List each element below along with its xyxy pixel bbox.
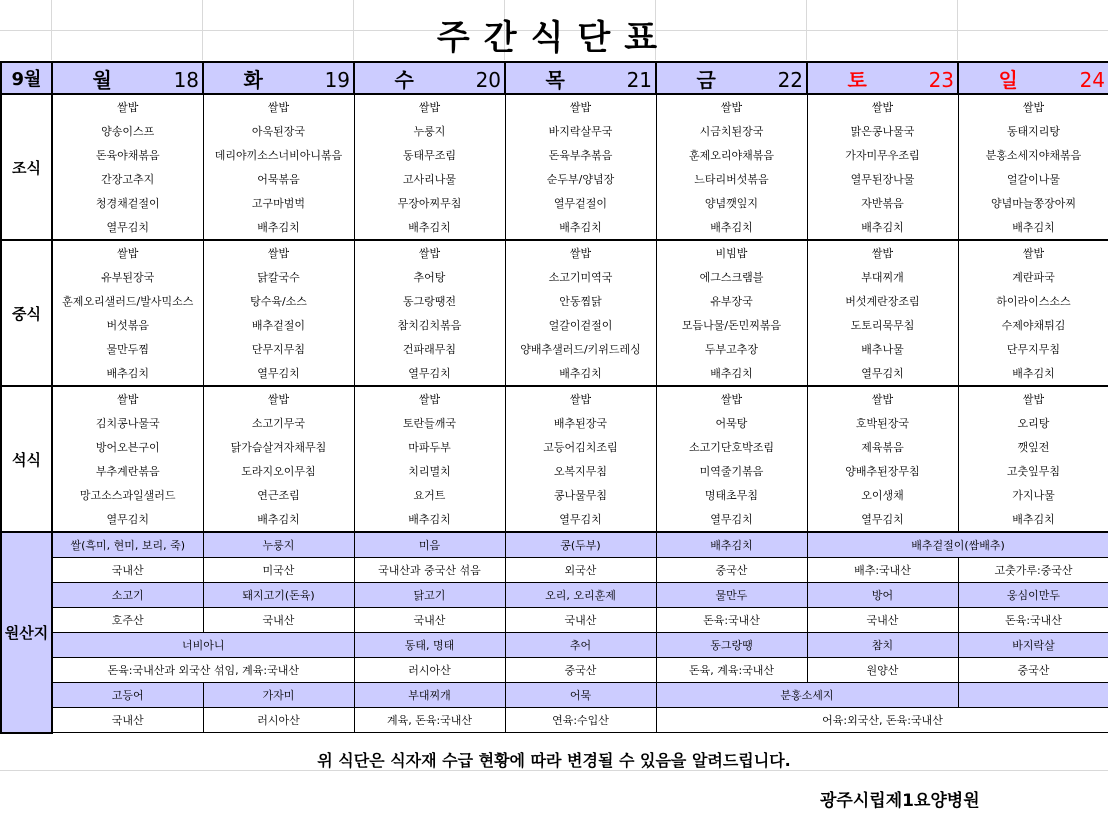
day-name: 토 (847, 67, 867, 92)
menu-item: 열무김치 (656, 507, 807, 532)
meal-row (1, 215, 1108, 240)
menu-item: 열무김치 (505, 507, 656, 532)
meal-label: 석식 (1, 386, 52, 532)
menu-item: 호박된장국 (807, 411, 958, 435)
origin-item: 오리, 오리훈제 (505, 583, 656, 608)
origin-item: 바지락살 (958, 633, 1108, 658)
menu-item: 열무된장나물 (807, 167, 958, 191)
meal-row (1, 435, 1108, 459)
menu-item: 열무김치 (203, 361, 354, 386)
menu-item: 쌀밥 (52, 240, 203, 265)
menu-item: 쌀밥 (52, 386, 203, 411)
menu-item: 쌀밥 (958, 240, 1108, 265)
menu-item: 쌀밥 (505, 94, 656, 119)
page-title: 주간식단표 (436, 18, 672, 58)
menu-item: 쌀밥 (354, 386, 505, 411)
menu-item: 동태무조림 (354, 143, 505, 167)
menu-item: 배추김치 (958, 215, 1108, 240)
menu-item: 쌀밥 (656, 94, 807, 119)
meal-row (1, 143, 1108, 167)
menu-item: 양송이스프 (52, 119, 203, 143)
menu-item: 고춧잎무침 (958, 459, 1108, 483)
menu-item: 배추김치 (52, 361, 203, 386)
menu-item: 열무김치 (354, 361, 505, 386)
menu-item: 방어오븐구이 (52, 435, 203, 459)
menu-item: 돈육부추볶음 (505, 143, 656, 167)
menu-item: 쌀밥 (807, 386, 958, 411)
origin-row (1, 633, 1108, 658)
menu-item: 에그스크램블 (656, 265, 807, 289)
day-name: 목 (545, 67, 565, 92)
menu-item: 맑은콩나물국 (807, 119, 958, 143)
meal-row (1, 94, 1108, 119)
menu-item: 오리탕 (958, 411, 1108, 435)
origin-source: 중국산 (958, 658, 1108, 683)
day-name: 금 (696, 67, 716, 92)
origin-item: 방어 (807, 583, 958, 608)
menu-item: 참치김치볶음 (354, 313, 505, 337)
menu-item: 얼갈이나물 (958, 167, 1108, 191)
menu-item: 배추된장국 (505, 411, 656, 435)
menu-item: 배추김치 (958, 507, 1108, 532)
menu-item: 쌀밥 (354, 240, 505, 265)
day-name: 화 (243, 67, 263, 92)
menu-item: 양념깻잎지 (656, 191, 807, 215)
hospital-name: 광주시립제1요양병원 (820, 791, 980, 811)
meal-row (1, 167, 1108, 191)
origin-item: 배추김치 (656, 532, 807, 558)
menu-item: 배추김치 (354, 507, 505, 532)
origin-item: 소고기 (52, 583, 203, 608)
day-header (203, 62, 354, 94)
meal-row (1, 289, 1108, 313)
origin-source: 러시아산 (203, 708, 354, 733)
menu-item: 배추김치 (505, 215, 656, 240)
menu-item: 소고기무국 (203, 411, 354, 435)
day-name: 월 (92, 67, 112, 92)
menu-item: 단무지무침 (958, 337, 1108, 361)
menu-item: 유부장국 (656, 289, 807, 313)
day-number: 24 (1079, 67, 1106, 92)
menu-item: 얼갈이겉절이 (505, 313, 656, 337)
origin-source: 돈육:국내산 (656, 608, 807, 633)
menu-item: 쌀밥 (505, 240, 656, 265)
origin-row (1, 532, 1108, 558)
menu-item: 쌀밥 (354, 94, 505, 119)
day-number: 21 (626, 67, 653, 92)
menu-item: 간장고추지 (52, 167, 203, 191)
origin-source: 국내산 (52, 708, 203, 733)
origin-item: 미음 (354, 532, 505, 558)
menu-item: 부추계란볶음 (52, 459, 203, 483)
menu-item: 오복지무침 (505, 459, 656, 483)
menu-item: 망고소스과일샐러드 (52, 483, 203, 507)
day-header (656, 62, 807, 94)
menu-item: 배추겉절이 (203, 313, 354, 337)
origin-source: 러시아산 (354, 658, 505, 683)
menu-item: 양념마늘쫑장아찌 (958, 191, 1108, 215)
menu-item: 마파두부 (354, 435, 505, 459)
meal-label: 중식 (1, 240, 52, 386)
origin-source: 국내산 (52, 558, 203, 583)
menu-item: 배추김치 (505, 361, 656, 386)
menu-item: 아욱된장국 (203, 119, 354, 143)
menu-item: 열무김치 (52, 215, 203, 240)
day-header (52, 62, 203, 94)
origin-item: 가자미 (203, 683, 354, 708)
menu-item: 유부된장국 (52, 265, 203, 289)
origin-source: 돈육:국내산과 외국산 섞임, 계육:국내산 (52, 658, 354, 683)
origin-source: 중국산 (656, 558, 807, 583)
meal-row (1, 507, 1108, 532)
menu-item: 고사리나물 (354, 167, 505, 191)
menu-item: 깻잎전 (958, 435, 1108, 459)
origin-item: 닭고기 (354, 583, 505, 608)
origin-row (1, 608, 1108, 633)
menu-item: 쌀밥 (958, 386, 1108, 411)
meal-label: 조식 (1, 94, 52, 240)
origin-source: 국내산 (807, 608, 958, 633)
menu-item: 배추김치 (656, 361, 807, 386)
day-name: 수 (394, 67, 414, 92)
menu-item: 어묵볶음 (203, 167, 354, 191)
menu-item: 비빔밥 (656, 240, 807, 265)
menu-item: 동그랑땡전 (354, 289, 505, 313)
menu-item: 쌀밥 (203, 386, 354, 411)
menu-item: 건파래무침 (354, 337, 505, 361)
menu-item: 닭가슴살겨자채무침 (203, 435, 354, 459)
day-number: 22 (777, 67, 804, 92)
origin-row (1, 683, 1108, 708)
origin-item: 웅심이만두 (958, 583, 1108, 608)
origin-source: 국내산 (505, 608, 656, 633)
origin-source: 어육:외국산, 돈육:국내산 (656, 708, 1108, 733)
menu-item: 버섯계란장조림 (807, 289, 958, 313)
day-number: 23 (928, 67, 955, 92)
origin-source: 국내산 (354, 608, 505, 633)
menu-item: 청경채겉절이 (52, 191, 203, 215)
menu-item: 시금치된장국 (656, 119, 807, 143)
month-cell: 9월 (1, 62, 52, 94)
day-header (505, 62, 656, 94)
meal-row (1, 191, 1108, 215)
menu-item: 요거트 (354, 483, 505, 507)
menu-item: 느타리버섯볶음 (656, 167, 807, 191)
origin-source: 배추:국내산 (807, 558, 958, 583)
origin-source: 돈육, 계육:국내산 (656, 658, 807, 683)
meal-row (1, 337, 1108, 361)
menu-item: 동태지리탕 (958, 119, 1108, 143)
menu-item: 제육볶음 (807, 435, 958, 459)
menu-item: 안동찜닭 (505, 289, 656, 313)
menu-item: 부대찌개 (807, 265, 958, 289)
day-number: 20 (475, 67, 502, 92)
menu-item: 도토리묵무침 (807, 313, 958, 337)
menu-item: 도라지오이무침 (203, 459, 354, 483)
origin-row (1, 658, 1108, 683)
notice-text: 위 식단은 식자재 수급 현황에 따라 변경될 수 있음을 알려드립니다. (317, 751, 791, 770)
menu-item: 열무김치 (807, 507, 958, 532)
menu-item: 쌀밥 (807, 240, 958, 265)
menu-item: 두부고추장 (656, 337, 807, 361)
menu-item: 훈제오리야채볶음 (656, 143, 807, 167)
menu-item: 데리야끼소스너비아니볶음 (203, 143, 354, 167)
origin-item: 동태, 명태 (354, 633, 505, 658)
day-header (354, 62, 505, 94)
menu-item: 버섯볶음 (52, 313, 203, 337)
menu-item: 바지락살무국 (505, 119, 656, 143)
origin-source: 원양산 (807, 658, 958, 683)
day-number: 18 (173, 67, 200, 92)
menu-item: 수제야채튀김 (958, 313, 1108, 337)
meal-row (1, 411, 1108, 435)
origin-row (1, 583, 1108, 608)
menu-item: 분홍소세지야채볶음 (958, 143, 1108, 167)
origin-source: 미국산 (203, 558, 354, 583)
menu-item: 누룽지 (354, 119, 505, 143)
day-name: 일 (998, 67, 1018, 92)
meal-row (1, 483, 1108, 507)
origin-label: 원산지 (1, 532, 52, 733)
menu-item: 치리멸치 (354, 459, 505, 483)
meal-row (1, 361, 1108, 386)
menu-item: 훈제오리샐러드/발사믹소스 (52, 289, 203, 313)
menu-item: 고등어김치조림 (505, 435, 656, 459)
meal-row (1, 119, 1108, 143)
menu-item: 배추김치 (354, 215, 505, 240)
meal-row (1, 240, 1108, 265)
menu-item: 연근조림 (203, 483, 354, 507)
menu-item: 쌀밥 (807, 94, 958, 119)
menu-item: 고구마범벅 (203, 191, 354, 215)
menu-item: 배추김치 (958, 361, 1108, 386)
day-number: 19 (324, 67, 351, 92)
meal-row (1, 313, 1108, 337)
menu-item: 열무김치 (807, 361, 958, 386)
origin-source: 고춧가루:중국산 (958, 558, 1108, 583)
menu-item: 쌀밥 (958, 94, 1108, 119)
menu-item: 쌀밥 (52, 94, 203, 119)
menu-item: 미역줄기볶음 (656, 459, 807, 483)
meal-row (1, 459, 1108, 483)
menu-item: 추어탕 (354, 265, 505, 289)
meal-row (1, 386, 1108, 411)
menu-item: 양배추된장무침 (807, 459, 958, 483)
menu-item: 무장아찌무침 (354, 191, 505, 215)
menu-item: 열무겉절이 (505, 191, 656, 215)
menu-item: 열무김치 (52, 507, 203, 532)
header-row (1, 62, 1108, 94)
origin-item: 너비아니 (52, 633, 354, 658)
origin-item: 콩(두부) (505, 532, 656, 558)
menu-item: 배추김치 (656, 215, 807, 240)
menu-item: 토란들깨국 (354, 411, 505, 435)
origin-source: 계육, 돈육:국내산 (354, 708, 505, 733)
menu-item: 쌀밥 (203, 94, 354, 119)
menu-item: 탕수육/소스 (203, 289, 354, 313)
origin-row (1, 708, 1108, 733)
menu-item: 양배추샐러드/키위드레싱 (505, 337, 656, 361)
origin-item (958, 683, 1108, 708)
menu-item: 모듬나물/돈민찌볶음 (656, 313, 807, 337)
origin-source: 호주산 (52, 608, 203, 633)
menu-item: 자반볶음 (807, 191, 958, 215)
day-header (807, 62, 958, 94)
menu-item: 돈육야채볶음 (52, 143, 203, 167)
origin-item: 물만두 (656, 583, 807, 608)
menu-item: 단무지무침 (203, 337, 354, 361)
origin-item: 어묵 (505, 683, 656, 708)
origin-source: 중국산 (505, 658, 656, 683)
origin-item: 동그랑땡 (656, 633, 807, 658)
origin-item: 참치 (807, 633, 958, 658)
origin-source: 돈육:국내산 (958, 608, 1108, 633)
menu-table (0, 61, 1108, 734)
menu-item: 순두부/양념장 (505, 167, 656, 191)
menu-item: 쌀밥 (505, 386, 656, 411)
menu-item: 쌀밥 (203, 240, 354, 265)
origin-source: 국내산과 중국산 섞음 (354, 558, 505, 583)
menu-item: 쌀밥 (656, 386, 807, 411)
origin-item: 추어 (505, 633, 656, 658)
origin-item: 쌀(흑미, 현미, 보리, 죽) (52, 532, 203, 558)
menu-item: 배추김치 (203, 215, 354, 240)
menu-item: 계란파국 (958, 265, 1108, 289)
origin-item: 배추겉절이(쌈배추) (807, 532, 1108, 558)
menu-item: 물만두찜 (52, 337, 203, 361)
origin-item: 고등어 (52, 683, 203, 708)
origin-item: 누룽지 (203, 532, 354, 558)
origin-source: 국내산 (203, 608, 354, 633)
origin-source: 연육:수입산 (505, 708, 656, 733)
day-header (958, 62, 1108, 94)
menu-item: 소고기단호박조림 (656, 435, 807, 459)
origin-item: 분홍소세지 (656, 683, 958, 708)
menu-item: 가지나물 (958, 483, 1108, 507)
origin-item: 돼지고기(돈육) (203, 583, 354, 608)
menu-item: 하이라이스소스 (958, 289, 1108, 313)
menu-item: 명태초무침 (656, 483, 807, 507)
menu-item: 김치콩나물국 (52, 411, 203, 435)
origin-item: 부대찌개 (354, 683, 505, 708)
menu-item: 오이생채 (807, 483, 958, 507)
menu-item: 어묵탕 (656, 411, 807, 435)
menu-item: 가자미무우조림 (807, 143, 958, 167)
menu-item: 닭칼국수 (203, 265, 354, 289)
menu-item: 소고기미역국 (505, 265, 656, 289)
origin-source: 외국산 (505, 558, 656, 583)
menu-item: 배추김치 (203, 507, 354, 532)
menu-item: 콩나물무침 (505, 483, 656, 507)
menu-item: 배추나물 (807, 337, 958, 361)
meal-row (1, 265, 1108, 289)
origin-row (1, 558, 1108, 583)
menu-item: 배추김치 (807, 215, 958, 240)
